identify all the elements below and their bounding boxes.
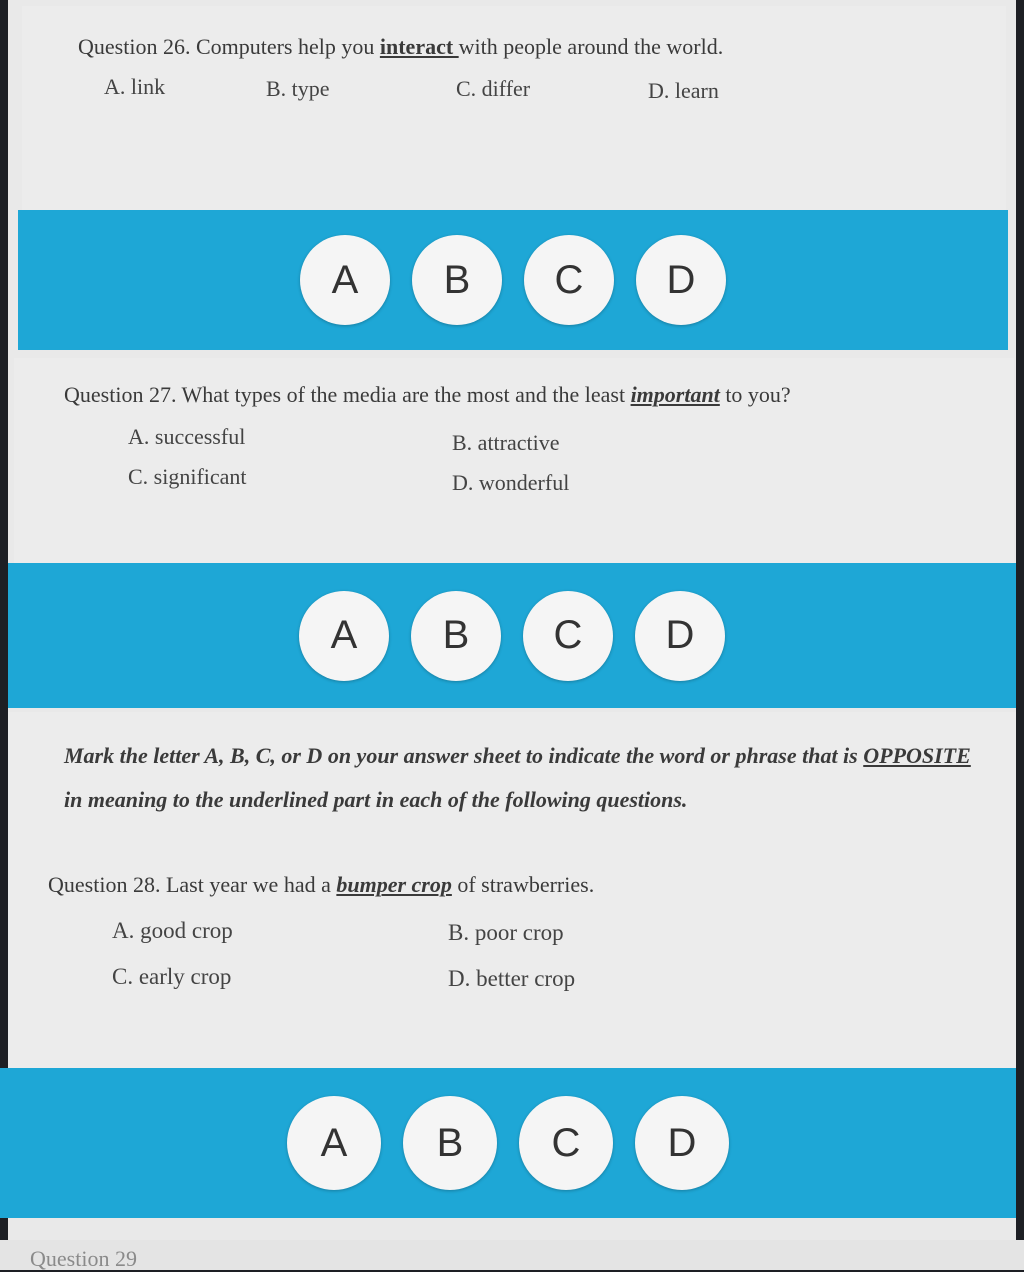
question-28-text [48, 872, 594, 898]
q27-answer-a-button[interactable]: A [299, 591, 389, 681]
next-question-cutoff-text: Question 29 [30, 1246, 137, 1271]
q28-answer-d-button[interactable]: D [635, 1096, 729, 1190]
q27-answer-c-button[interactable]: C [523, 591, 613, 681]
answer-band-26 [18, 210, 1008, 350]
q27-answer-d-button[interactable]: D [635, 591, 725, 681]
question-26-card [22, 6, 1006, 211]
q26-answer-c-button[interactable]: C [524, 235, 614, 325]
question-27-underlined: important [630, 382, 720, 407]
q26-answer-d-button[interactable]: D [636, 235, 726, 325]
answer-band-27 [8, 563, 1016, 708]
q26-choice-b: B. type [266, 76, 330, 101]
instruction-suffix: in meaning to the underlined part in each of the following questions. [64, 787, 688, 812]
q27-choice-a: A. successful [128, 424, 246, 449]
q27-choice-b: B. attractive [452, 430, 560, 455]
question-26-prefix: Question 26. Computers help you [78, 34, 380, 59]
q26-choice-a: A. link [104, 74, 166, 99]
question-27-prefix: Question 27. What types of the media are the most and the least [64, 382, 631, 407]
q28-choice-d: D. better crop [448, 966, 576, 991]
q27-answer-b-button[interactable]: B [411, 591, 501, 681]
q27-choice-c: C. significant [128, 464, 247, 489]
screen [8, 0, 1016, 1270]
q27-choice-d: D. wonderful [452, 470, 570, 495]
q28-answer-c-button[interactable]: C [519, 1096, 613, 1190]
question-27-card [14, 358, 1014, 563]
q26-answer-b-button[interactable]: B [412, 235, 502, 325]
next-question-strip [0, 1240, 1024, 1270]
q28-choice-a: A. good crop [112, 918, 233, 943]
q26-answer-a-button[interactable]: A [300, 235, 390, 325]
question-27-suffix: to you? [719, 382, 791, 407]
question-26-suffix: with people around the world. [458, 34, 724, 59]
question-26-underlined: interact [379, 34, 459, 59]
question-28-suffix: of strawberries. [451, 872, 595, 897]
q28-answer-a-button[interactable]: A [287, 1096, 381, 1190]
question-28-underlined: bumper crop [336, 872, 452, 897]
question-28-card [8, 712, 1016, 1070]
instruction-underlined: OPPOSITE [863, 743, 971, 768]
question-26-text [78, 34, 723, 60]
section-instruction [64, 734, 994, 822]
instruction-prefix: Mark the letter A, B, C, or D on your answer sheet to indicate the word or phrase that is [64, 743, 864, 768]
q28-choice-b: B. poor crop [448, 920, 564, 945]
q28-choice-c: C. early crop [112, 964, 232, 989]
q26-choice-c: C. differ [456, 76, 531, 101]
q28-answer-b-button[interactable]: B [403, 1096, 497, 1190]
q26-choice-d: D. learn [648, 78, 719, 103]
question-28-prefix: Question 28. Last year we had a [48, 872, 337, 897]
answer-band-28 [0, 1068, 1016, 1218]
question-27-text [64, 382, 791, 408]
